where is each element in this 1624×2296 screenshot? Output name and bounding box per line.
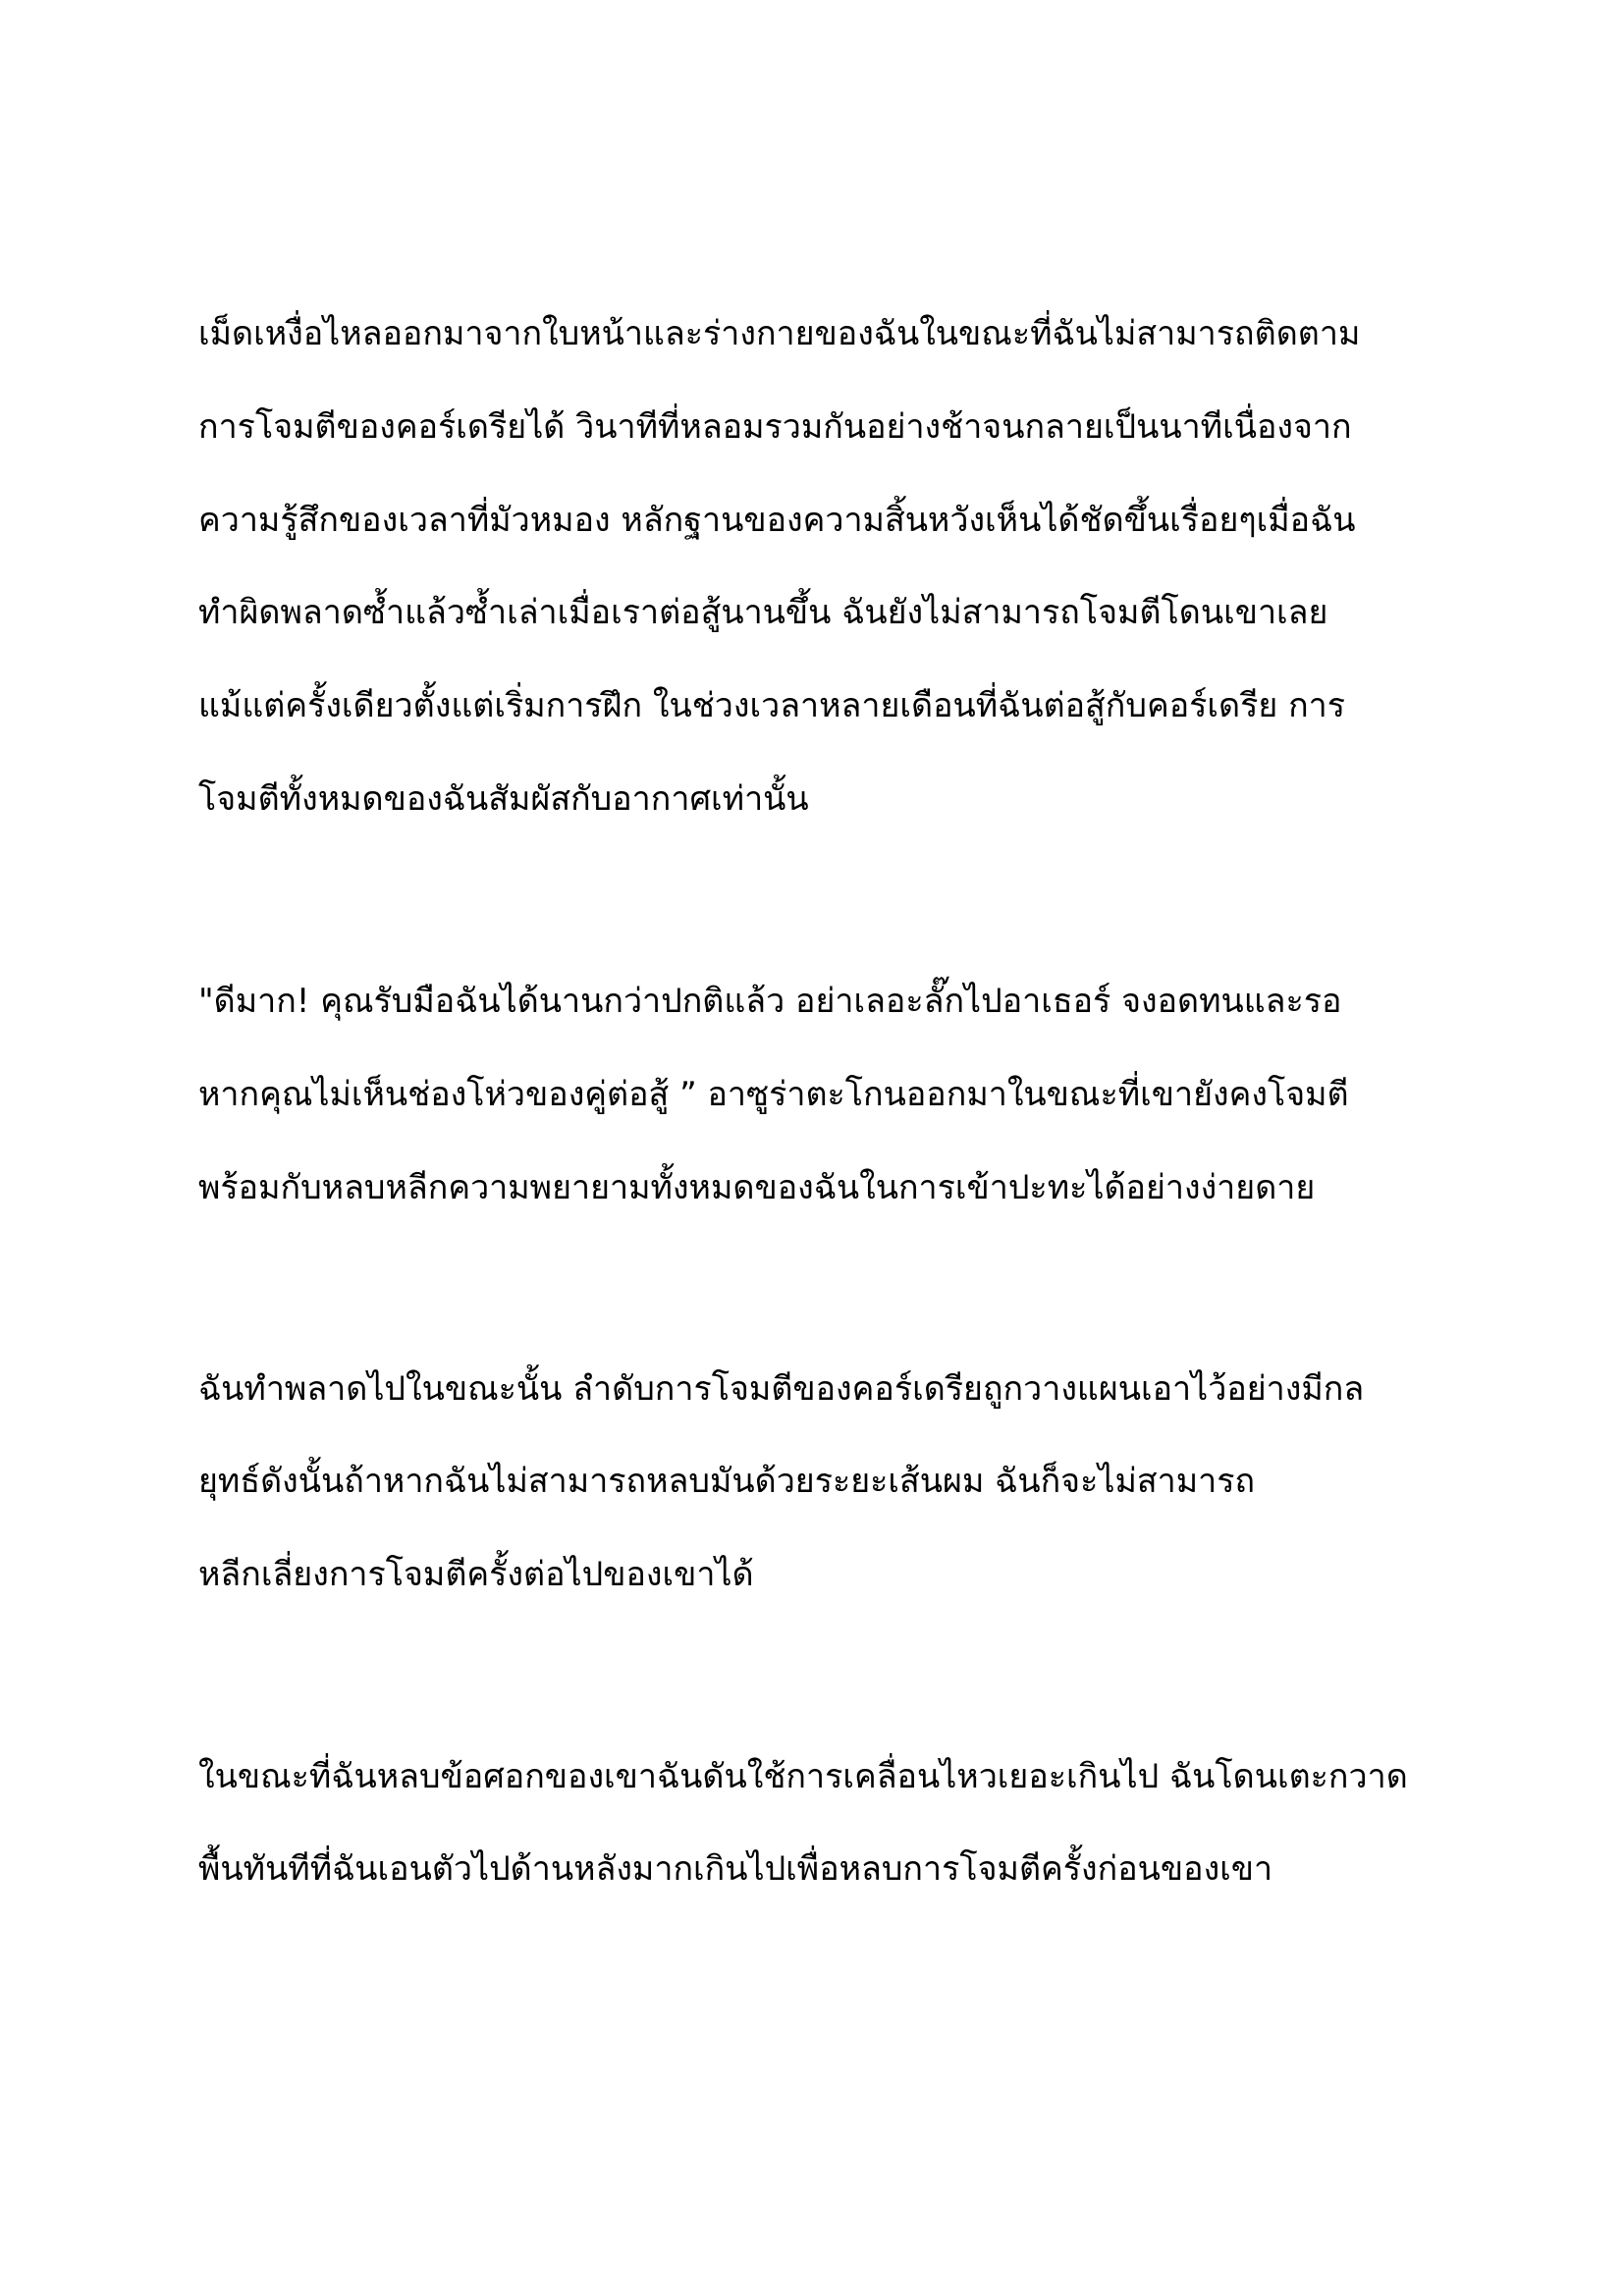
text-line: แม้แต่ครั้งเดียวตั้งแต่เริ่มการฝึก ในช่วงเวลาหลายเดือนที่ฉันต่อสู้กับคอร์เดรีย การ: [198, 686, 1346, 725]
text-line: หลีกเลี่ยงการโจมตีครั้งต่อไปของเขาได้: [198, 1555, 754, 1594]
text-line: เม็ดเหงื่อไหลออกมาจากใบหน้าและร่างกายของฉันในขณะที่ฉันไม่สามารถติดตาม: [198, 314, 1361, 353]
text-line: ในขณะที่ฉันหลบข้อศอกของเขาฉันดันใช้การเคลื่อนไหวเยอะเกินไป ฉันโดนเตะกวาด: [198, 1757, 1408, 1796]
text-line: "ดีมาก! คุณรับมือฉันได้นานกว่าปกติแล้ว อย่าเลอะลั๊กไปอาเธอร์ จงอดทนและรอ: [198, 982, 1342, 1021]
text-line: ฉันทำพลาดไปในขณะนั้น ลำดับการโจมตีของคอร์เดรียถูกวางแผนเอาไว้อย่างมีกล: [198, 1369, 1365, 1409]
text-line: โจมตีทั้งหมดของฉันสัมผัสกับอากาศเท่านั้น: [198, 779, 809, 819]
text-line: ความรู้สึกของเวลาที่มัวหมอง หลักฐานของความสิ้นหวังเห็นได้ชัดขึ้นเรื่อยๆเมื่อฉัน: [198, 501, 1356, 540]
text-line: พื้นทันทีที่ฉันเอนตัวไปด้านหลังมากเกินไปเพื่อหลบการโจมตีครั้งก่อนของเขา: [198, 1849, 1273, 1889]
text-line: ทำผิดพลาดซ้ำแล้วซ้ำเล่าเมื่อเราต่อสู้นานขึ้น ฉันยังไม่สามารถโจมตีโดนเขาเลย: [198, 593, 1328, 632]
text-line: หากคุณไม่เห็นช่องโห่วของคู่ต่อสู้ ” อาซูร่าตะโกนออกมาในขณะที่เขายังคงโจมตี: [198, 1075, 1349, 1114]
text-line: การโจมตีของคอร์เดรียได้ วินาทีที่หลอมรวมกันอย่างช้าจนกลายเป็นนาทีเนื่องจาก: [198, 407, 1352, 447]
text-line: พร้อมกับหลบหลีกความพยายามทั้งหมดของฉันในการเข้าปะทะได้อย่างง่ายดาย: [198, 1168, 1316, 1207]
text-line: ยุทธ์ดังนั้นถ้าหากฉันไม่สามารถหลบมันด้วยระยะเส้นผม ฉันก็จะไม่สามารถ: [198, 1462, 1256, 1501]
